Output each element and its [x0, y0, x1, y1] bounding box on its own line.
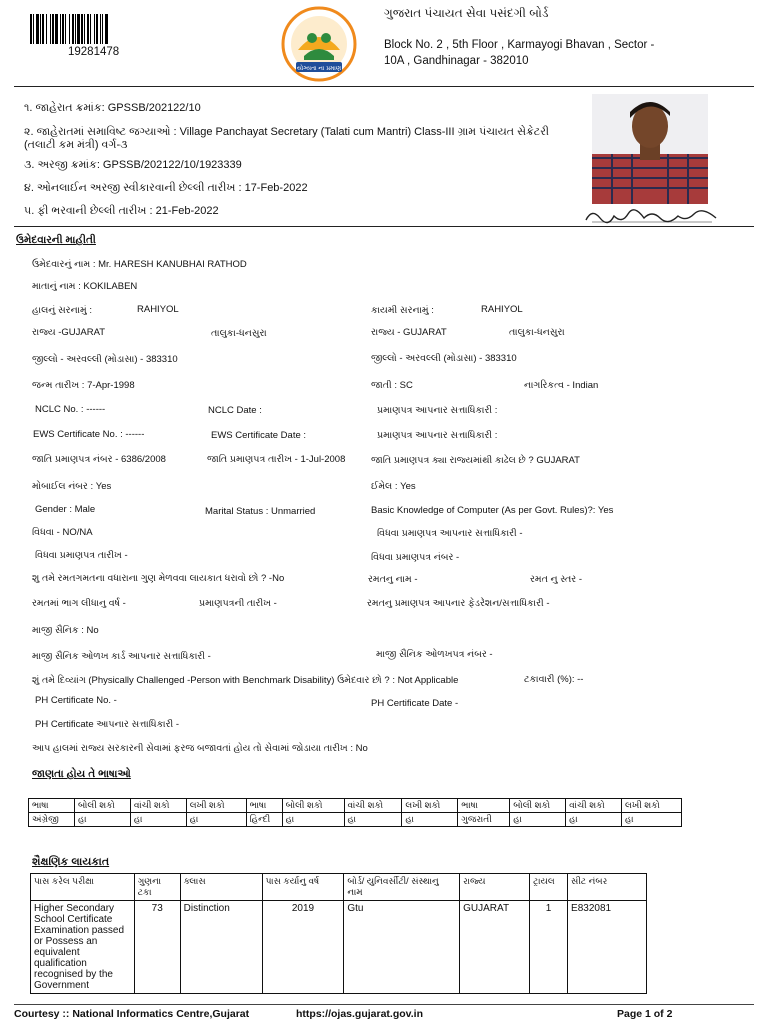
languages-header-cell-6: વાંચી શકો	[344, 799, 402, 813]
widow-certificate-number: વિધવા પ્રમાણપત્ર નંબર -	[371, 552, 460, 563]
education-header-row	[31, 874, 647, 901]
education-header-cell-1: ગુણના ટકા	[134, 874, 180, 901]
caste-certificate-state: જાતિ પ્રમાણપત્ર ક્યા રાજ્યમાંથી કાઢેલ છે ? GUJARAT	[371, 455, 580, 466]
languages-header-cell-11: લખી શકો	[622, 799, 682, 813]
education-data-row	[31, 901, 647, 994]
marital-status: Marital Status : Unmarried	[205, 506, 316, 517]
languages-header-cell-0: ભાષા	[29, 799, 75, 813]
application-number: ૩. અરજી ક્રમાંક: GPSSB/202122/10/1923339	[24, 159, 242, 171]
languages-table	[28, 798, 682, 827]
nationality: નાગરિકત્વ - Indian	[524, 380, 599, 391]
ph-percentage: ટકાવારી (%): --	[524, 674, 584, 685]
ews-date: EWS Certificate Date :	[211, 430, 307, 441]
nclc-date: NCLC Date :	[208, 405, 262, 416]
permanent-state: રાજ્ય - GUJARAT	[371, 327, 447, 338]
languages-cell-7: હા	[402, 813, 458, 827]
sports-level: રમત નુ સ્તર -	[530, 574, 582, 585]
languages-header-cell-8: ભાષા	[458, 799, 510, 813]
board-name: ગુજરાત પંચાયત સેવા પસંદગી બોર્ડ	[384, 6, 549, 20]
candidate-photo	[592, 94, 708, 204]
education-cell-7: E832081	[568, 901, 647, 994]
candidate-name: ઉમેદવારનું નામ : Mr. HARESH KANUBHAI RATHOD	[32, 259, 247, 270]
ph-certificate-date: PH Certificate Date -	[371, 698, 459, 709]
header-divider	[14, 86, 754, 87]
current-state: રાજ્ય -GUJARAT	[32, 327, 106, 338]
languages-cell-11: હા	[622, 813, 682, 827]
ex-servicemen: માજી સૈનિક : No	[32, 625, 99, 636]
education-cell-4: Gtu	[344, 901, 460, 994]
education-cell-0: Higher Secondary School Certificate Examination passed or Possess an equivalent qualification recognised by the Government	[31, 901, 135, 994]
education-cell-3: 2019	[262, 901, 344, 994]
footer-courtesy: Courtesy :: National Informatics Centre,Gujarat	[14, 1008, 250, 1020]
ex-servicemen-authority: માજી સૈનિક ઓળખ કાર્ડ આપનાર સત્તાધિકારી -	[32, 651, 211, 662]
languages-header-cell-5: બોલી શકો	[282, 799, 344, 813]
advert-number: ૧. જાહેરાત ક્રમાંક: GPSSB/202122/10	[24, 102, 201, 114]
languages-cell-10: હા	[566, 813, 622, 827]
board-logo	[270, 4, 368, 86]
current-district: જીલ્લો - અરવલ્લી (મોડાસા) - 383310	[32, 354, 178, 365]
svg-text:યોગ્યતા ના પ્રમાણ: યોગ્યતા ના પ્રમાણ	[296, 65, 342, 72]
candidate-section-title: ઉમેદવારની માહીતી	[16, 234, 96, 246]
last-date-apply: ૪. ઓનલાઈન અરજી સ્વીકારવાની છેલ્લી તારીખ : 17-Feb-2022	[24, 182, 308, 194]
ews-authority: પ્રમાણપત્ર આપનાર સત્તાધિકારી :	[377, 430, 498, 441]
languages-cell-2: હા	[130, 813, 186, 827]
permanent-address-label: કાયમી સરનામું :	[371, 305, 434, 316]
languages-header-cell-3: લખી શકો	[186, 799, 246, 813]
sports-name: રમતનુ નામ -	[368, 574, 418, 585]
languages-cell-3: હા	[186, 813, 246, 827]
languages-header-cell-1: બોલી શકો	[74, 799, 130, 813]
languages-cell-8: ગુજરાતી	[458, 813, 510, 827]
sports-year: રમતમાં ભાગ લીધાનુ વર્ષ -	[32, 598, 126, 609]
gender: Gender : Male	[35, 504, 96, 515]
barcode	[30, 14, 158, 44]
education-header-cell-7: સીટ નંબર	[568, 874, 647, 901]
languages-cell-4: હિન્દી	[246, 813, 282, 827]
languages-cell-0: અંગ્રેજી	[29, 813, 75, 827]
education-header-cell-4: બોર્ડ/ યુનિવર્સીટી/ સંસ્થાનુ નામ	[344, 874, 460, 901]
current-address-value: RAHIYOL	[137, 304, 179, 315]
govt-service: આપ હાલમાં રાજ્ય સરકારની સેવામાં ફરજ બજાવતાં હોય તો સેવામાં જોડાયા તારીખ : No	[32, 743, 368, 754]
footer-divider	[14, 1004, 754, 1005]
address-line-1: Block No. 2 , 5th Floor , Karmayogi Bhavan , Sector -	[384, 39, 655, 51]
education-cell-2: Distinction	[180, 901, 262, 994]
education-header-cell-6: ટ્રાયલ	[530, 874, 568, 901]
computer-knowledge: Basic Knowledge of Computer (As per Govt. Rules)?: Yes	[371, 505, 614, 516]
languages-header-cell-10: વાંચી શકો	[566, 799, 622, 813]
barcode-number: 19281478	[68, 46, 120, 58]
permanent-address-value: RAHIYOL	[481, 304, 523, 315]
caste: જાતી : SC	[371, 380, 413, 391]
widow-certificate-date: વિધવા પ્રમાણપત્ર તારીખ -	[35, 550, 128, 561]
current-taluka: તાલુકા-ધનસુરા	[211, 328, 267, 339]
education-section-title: શૈક્ષણિક લાયકાત	[32, 856, 110, 868]
education-header-cell-5: રાજ્ય	[460, 874, 530, 901]
last-date-fee: ૫. ફી ભરવાની છેલ્લી તારીખ : 21-Feb-2022	[24, 205, 219, 217]
ex-servicemen-card-number: માજી સૈનિક ઓળખપત્ર નંબર -	[376, 649, 493, 660]
sports-certificate-date: પ્રમાણપત્રની તારીખ -	[199, 598, 277, 609]
languages-data-row	[29, 813, 682, 827]
languages-cell-5: હા	[282, 813, 344, 827]
languages-cell-9: હા	[510, 813, 566, 827]
sports-certificate-authority: રમતનુ પ્રમાણપત્ર આપનાર ફેડરેશન/સત્તાધિકારી -	[367, 598, 550, 609]
education-cell-6: 1	[530, 901, 568, 994]
address-line-2: 10A , Gandhinagar - 382010	[384, 55, 529, 67]
candidate-signature	[582, 206, 722, 228]
permanent-taluka: તાલુકા-ધનસુરા	[509, 327, 565, 338]
advert-divider	[14, 226, 754, 227]
languages-cell-6: હા	[344, 813, 402, 827]
mother-name: માતાનું નામ : KOKILABEN	[32, 281, 138, 292]
widow: વિધવા - NO/NA	[32, 527, 93, 538]
languages-header-row	[29, 799, 682, 813]
current-address-label: હાલનું સરનામું :	[32, 305, 92, 316]
education-table	[30, 873, 647, 994]
ph-certificate-authority: PH Certificate આપનાર સત્તાધિકારી -	[35, 719, 180, 730]
nclc-number: NCLC No. : ------	[35, 404, 106, 415]
caste-certificate-number: જાતિ પ્રમાણપત્ર નંબર - 6386/2008	[32, 454, 166, 465]
advert-posts: ૨. જાહેરાતમાં સમાવિષ્ટ જગ્યાઓ : Village Panchayat Secretary (Talati cum Mantri) Class-III ગ્રામ પંચાયત સેક્રેટરી	[24, 126, 550, 138]
languages-header-cell-9: બોલી શકો	[510, 799, 566, 813]
education-cell-5: GUJARAT	[460, 901, 530, 994]
caste-certificate-date: જાતિ પ્રમાણપત્ર તારીખ - 1-Jul-2008	[207, 454, 346, 465]
education-header-cell-3: પાસ કર્યાનુ વર્ષ	[262, 874, 344, 901]
footer-page-number: Page 1 of 2	[617, 1008, 673, 1020]
languages-section-title: જાણતા હોય તે ભાષાઓ	[32, 768, 131, 780]
advert-posts-2: (તલાટી કમ મંત્રી) વર્ગ-૩	[24, 139, 128, 151]
languages-header-cell-7: લખી શકો	[402, 799, 458, 813]
education-header-cell-0: પાસ કરેલ પરીક્ષા	[31, 874, 135, 901]
education-cell-1: 73	[134, 901, 180, 994]
ews-number: EWS Certificate No. : ------	[33, 429, 145, 440]
languages-header-cell-2: વાંચી શકો	[130, 799, 186, 813]
education-header-cell-2: ક્લાસ	[180, 874, 262, 901]
widow-authority: વિધવા પ્રમાણપત્ર આપનાર સત્તાધિકારી -	[377, 528, 523, 539]
languages-header-cell-4: ભાષા	[246, 799, 282, 813]
ph-certificate-number: PH Certificate No. -	[35, 695, 117, 706]
languages-cell-1: હા	[74, 813, 130, 827]
permanent-district: જીલ્લો - અરવલ્લી (મોડાસા) - 383310	[371, 353, 517, 364]
footer-url[interactable]: https://ojas.gujarat.gov.in	[296, 1008, 423, 1020]
nclc-authority: પ્રમાણપત્ર આપનાર સત્તાધિકારી :	[377, 405, 498, 416]
date-of-birth: જન્મ તારીખ : 7-Apr-1998	[32, 380, 135, 391]
mobile: મોબાઈલ નંબર : Yes	[32, 481, 112, 492]
email: ઈમેલ : Yes	[371, 481, 416, 492]
sports-question: શુ તમે રમતગમતના વધારાના ગુણ મેળવવા લાયકાત ધરાવો છો ? -No	[32, 573, 285, 584]
ph-question: શું તમે દિવ્યાંગ (Physically Challenged -Person with Benchmark Disability) ઉમેદવાર છો ? : Not Applicable	[32, 675, 459, 686]
